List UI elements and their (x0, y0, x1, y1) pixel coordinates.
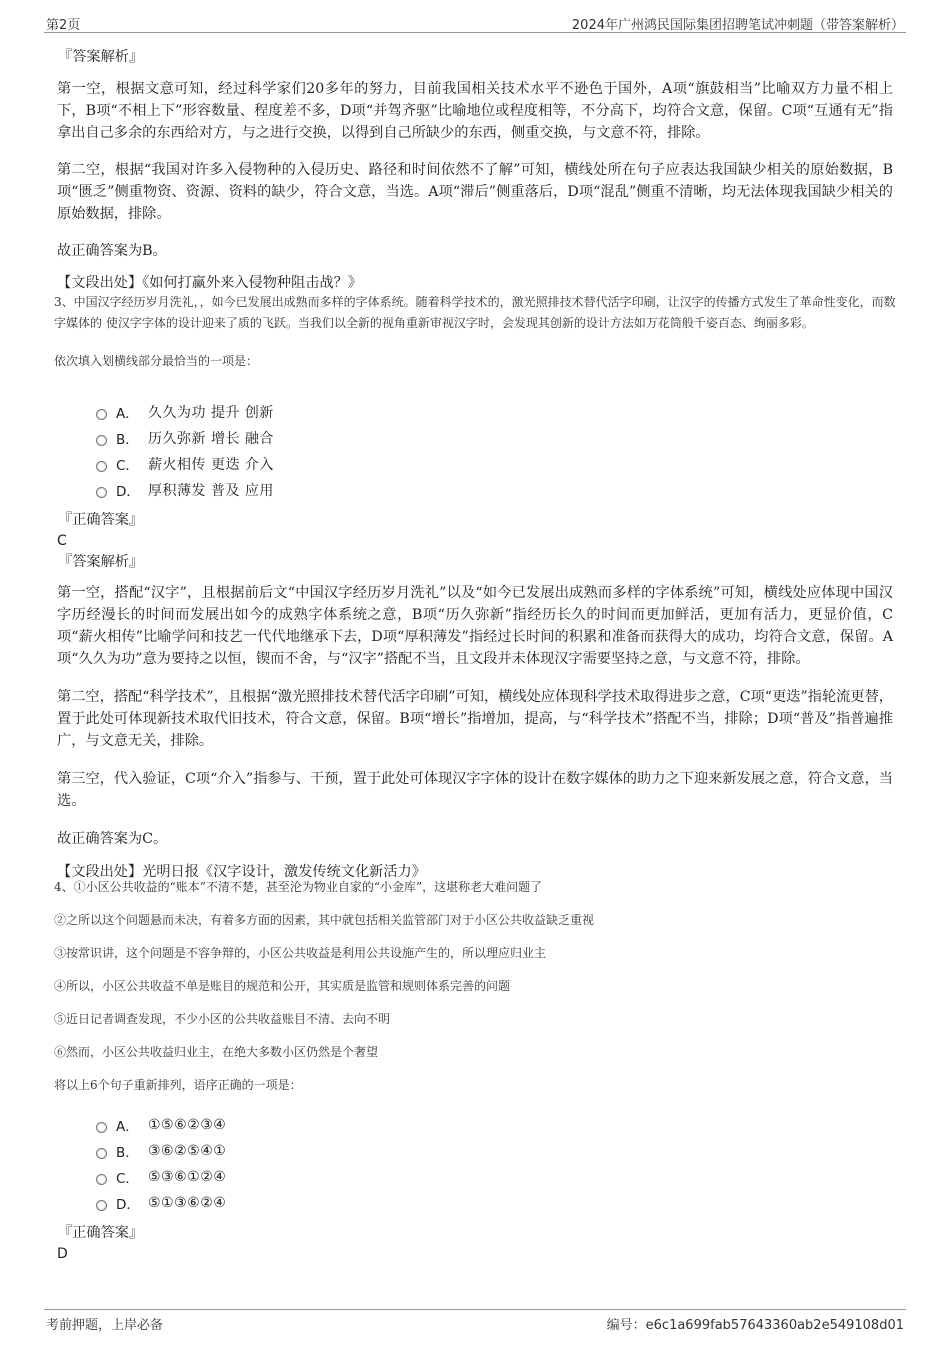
sentence: ④所以，小区公共收益不单是账目的规范和公开，其实质是监管和规则体系完善的问题 (54, 979, 511, 993)
document-title: 2024年广州鸿民国际集团招聘笔试冲刺题（带答案解析） (571, 18, 904, 33)
question-3 (54, 292, 896, 372)
source-citation: 【文段出处】光明日报《汉字设计，激发传统文化新活力》 (57, 864, 426, 880)
option-text: ⑤①③⑥②④ (148, 1195, 227, 1211)
radio-button[interactable] (96, 435, 107, 446)
sentence: ③按常识讲，这个问题是不容争辩的，小区公共收益是利用公共设施产生的，所以理应归业主 (54, 946, 547, 960)
radio-button[interactable] (96, 409, 107, 420)
correct-answer: C (57, 533, 67, 549)
option-letter: D． (116, 484, 140, 500)
option-letter: A． (116, 1119, 139, 1135)
radio-button[interactable] (96, 1200, 107, 1211)
option-c[interactable] (96, 1164, 496, 1190)
analysis-paragraph: 第三空，代入验证，C项“介入”指参与、干预，置于此处可体现汉字字体的设计在数字媒体的助力之下迎来新发展之意，符合文意，当选。 (57, 771, 893, 809)
option-text: 厚积薄发 普及 应用 (148, 483, 274, 499)
page-footer (44, 1309, 906, 1334)
option-letter: B． (116, 432, 139, 448)
question-instruction: 依次填入划横线部分最恰当的一项是： (54, 354, 259, 368)
analysis-label: 『答案解析』 (58, 49, 144, 65)
option-letter: D． (116, 1197, 140, 1213)
sentence: ②之所以这个问题悬而未决，有着多方面的因素，其中就包括相关监管部门对于小区公共收益缺乏重视 (54, 913, 595, 927)
question-stem: 3、中国汉字经历岁月洗礼，，如今已发展出成熟而多样的字体系统。随着科学技术的，激光照排技术替代活字印刷，让汉字的传播方式发生了革命性变化，而数字媒体的 使汉字字体的设计迎来了质的飞跃。当我们以全新的视角重新审视汉字时，会发现其创新的设计方法如万花筒般千姿百态、绚丽多彩。 (54, 295, 896, 330)
sentence: ⑥然而，小区公共收益归业主，在绝大多数小区仍然是个奢望 (54, 1045, 379, 1059)
q2-analysis-section (52, 46, 897, 68)
option-text: 历久弥新 增长 融合 (148, 431, 274, 447)
option-text: ①⑤⑥②③④ (148, 1117, 227, 1133)
option-text: ⑤③⑥①②④ (148, 1169, 227, 1185)
page-number: 第2页 (46, 18, 81, 33)
option-text: ③⑥②⑤④① (148, 1143, 227, 1159)
analysis-paragraph: 第一空，根据文意可知，经过科学家们20多年的努力，目前我国相关技术水平不逊色于国外，A项“旗鼓相当”比喻双方力量不相上下，B项“不相上下”形容数量、程度差不多，D项“并驾齐驱”比喻地位或程度相等，不分高下，均符合文意，保留。C项“互通有无”指拿出自己多余的东西给对方，与之进行交换，以得到自己所缺少的东西，侧重交换，与文意不符，排除。 (57, 81, 893, 141)
option-d[interactable] (96, 477, 496, 503)
radio-button[interactable] (96, 1148, 107, 1159)
option-a[interactable] (96, 1112, 496, 1138)
q4-answer-section (52, 1222, 897, 1264)
document-serial: 编号：e6c1a699fab57643360ab2e549108d01 (606, 1318, 904, 1333)
option-a[interactable] (96, 399, 496, 425)
q3-answer-section (52, 509, 897, 573)
question-instruction: 将以上6个句子重新排列，语序正确的一项是： (54, 1078, 302, 1092)
q4-options (96, 1112, 496, 1216)
option-letter: B． (116, 1145, 139, 1161)
correct-answer-label: 『正确答案』 (58, 512, 144, 528)
option-text: 薪火相传 更迭 介入 (148, 457, 274, 473)
sentence: ⑤近日记者调查发现，不少小区的公共收益账目不清、去向不明 (54, 1012, 391, 1026)
correct-answer-label: 『正确答案』 (58, 1225, 144, 1241)
question-4 (54, 877, 896, 1096)
q3-options (96, 399, 496, 503)
analysis-paragraph: 第二空，搭配“科学技术”，且根据“激光照排技术替代活字印刷”可知，横线处应体现科学技术取得进步之意，C项“更迭”指轮流更替，置于此处可体现新技术取代旧技术，符合文意，保留。B项“增长”指增加，提高，与“科学技术”搭配不当，排除；D项“普及”指普遍推广，与文意无关，排除。 (57, 689, 893, 749)
footer-slogan: 考前押题，上岸必备 (46, 1318, 164, 1333)
option-b[interactable] (96, 1138, 496, 1164)
radio-button[interactable] (96, 461, 107, 472)
option-text: 久久为功 提升 创新 (148, 405, 274, 421)
analysis-paragraph: 第一空，搭配“汉字”，且根据前后文“中国汉字经历岁月洗礼”以及“如今已发展出成熟而多样的字体系统”可知，横线处应体现中国汉字历经漫长的时间而发展出如今的成熟字体系统之意，B项“历久弥新”指经历长久的时间而更加鲜活，更加有活力，更显价值，C项“薪火相传”比喻学问和技艺一代代地继承下去，D项“厚积薄发”指经过长时间的积累和准备而获得大的成功，均符合文意，保留。A项“久久为功”意为要持之以恒，锲而不舍，与“汉字”搭配不当，且文段并未体现汉字需要坚持之意，与文意不符，排除。 (57, 585, 893, 667)
analysis-label: 『答案解析』 (58, 554, 144, 570)
radio-button[interactable] (96, 487, 107, 498)
option-d[interactable] (96, 1190, 496, 1216)
correct-answer: D (57, 1246, 68, 1262)
conclusion: 故正确答案为C。 (57, 831, 168, 847)
radio-button[interactable] (96, 1174, 107, 1185)
source-citation: 【文段出处】《如何打赢外来入侵物种阻击战？》 (57, 275, 363, 291)
q3-analysis-body (57, 582, 893, 883)
analysis-paragraph: 第二空，根据“我国对许多入侵物种的入侵历史、路径和时间依然不了解”可知，横线处所在句子应表达我国缺少相关的原始数据，B项“匮乏”侧重物资、资源、资料的缺少，符合文意，当选。A项“滞后”侧重落后，D项“混乱”侧重不清晰，均无法体现我国缺少相关的原始数据，排除。 (57, 162, 893, 222)
q2-analysis-body (57, 78, 893, 294)
radio-button[interactable] (96, 1122, 107, 1133)
option-letter: C． (116, 458, 139, 474)
option-letter: A． (116, 406, 139, 422)
page-header (44, 10, 906, 33)
sentence: 4、①小区公共收益的“账本”不清不楚，甚至沦为物业自家的“小金库”，这堪称老大难问题了 (54, 880, 543, 894)
conclusion: 故正确答案为B。 (57, 243, 167, 259)
option-letter: C． (116, 1171, 139, 1187)
option-c[interactable] (96, 451, 496, 477)
option-b[interactable] (96, 425, 496, 451)
